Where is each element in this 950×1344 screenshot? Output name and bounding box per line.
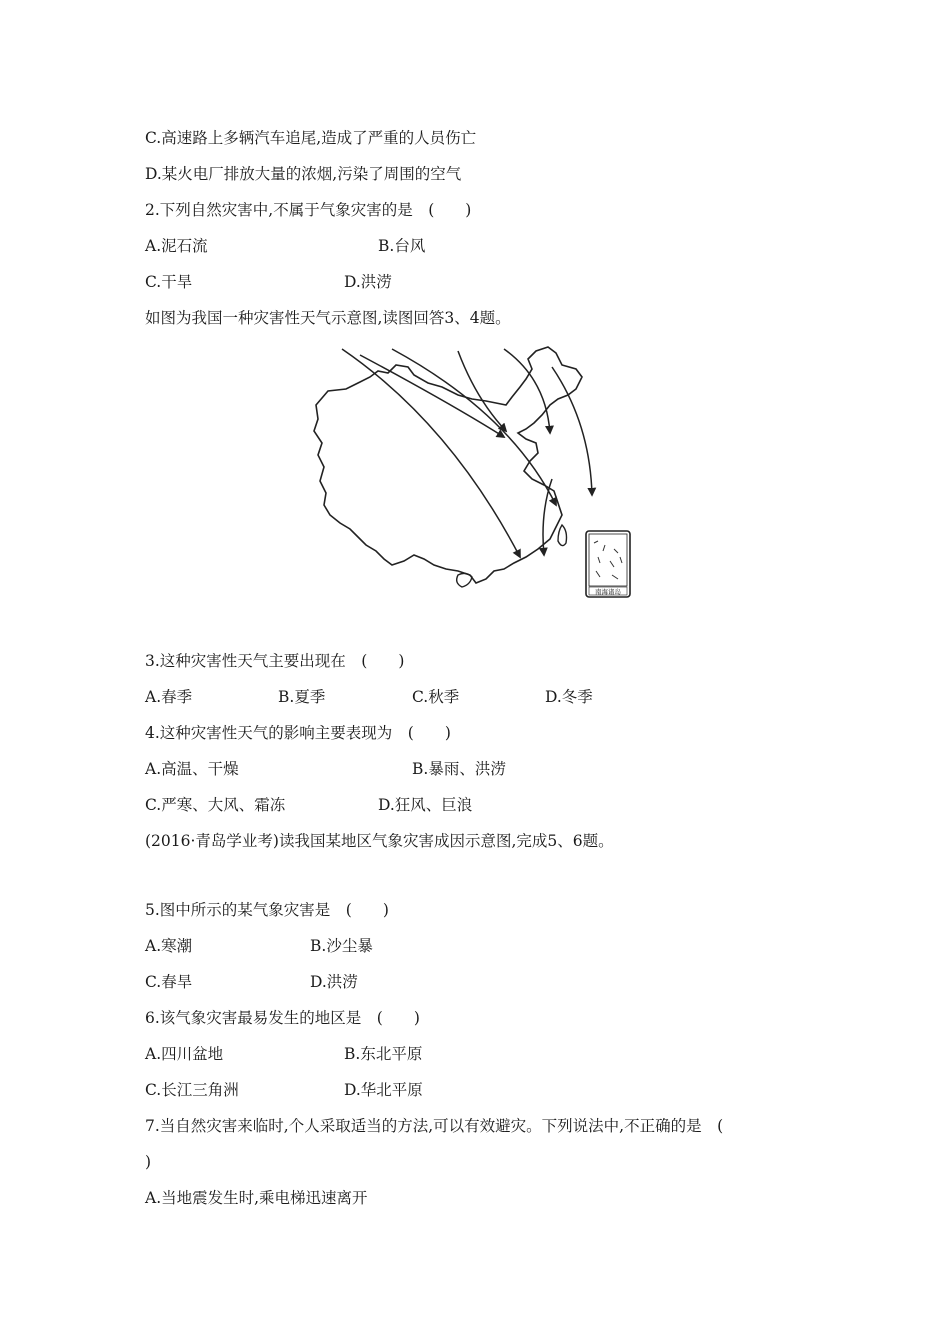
- cold-wave-arrow-1: [342, 349, 520, 557]
- q3-option-b: B.夏季: [278, 688, 326, 706]
- intro-3-4: 如图为我国一种灾害性天气示意图,读图回答3、4题。: [145, 309, 511, 327]
- q6-option-c: C.长江三角洲: [145, 1081, 239, 1099]
- q4-option-c: C.严寒、大风、霜冻: [145, 796, 286, 814]
- cold-wave-arrow-4: [458, 351, 506, 431]
- intro-5-6: (2016·青岛学业考)读我国某地区气象灾害成因示意图,完成5、6题。: [145, 832, 614, 850]
- q6-option-a: A.四川盆地: [145, 1045, 224, 1063]
- q4-option-a: A.高温、干燥: [145, 760, 239, 778]
- q2-option-a: A.泥石流: [145, 237, 208, 255]
- q5-option-d: D.洪涝: [310, 973, 358, 991]
- china-cold-wave-map: [300, 343, 640, 603]
- cold-wave-arrow-6: [552, 367, 592, 495]
- q4-stem: 4.这种灾害性天气的影响主要表现为 ( ): [145, 724, 451, 742]
- q5-option-a: A.寒潮: [145, 937, 193, 955]
- q4-option-d: D.狂风、巨浪: [378, 796, 473, 814]
- taiwan-island: [558, 525, 567, 546]
- q6-option-d: D.华北平原: [344, 1081, 423, 1099]
- cold-wave-arrow-3: [360, 355, 504, 437]
- cold-wave-arrow-5: [504, 349, 550, 433]
- q1-option-c: C.高速路上多辆汽车追尾,造成了严重的人员伤亡: [145, 129, 477, 147]
- q3-stem: 3.这种灾害性天气主要出现在 ( ): [145, 652, 405, 670]
- q6-stem: 6.该气象灾害最易发生的地区是 ( ): [145, 1009, 420, 1027]
- q5-stem: 5.图中所示的某气象灾害是 ( ): [145, 901, 389, 919]
- q3-option-c: C.秋季: [412, 688, 460, 706]
- hainan-island: [457, 573, 472, 587]
- south-china-sea-label: 南海诸岛: [595, 588, 621, 596]
- q7-stem-end: ): [145, 1153, 152, 1171]
- q6-option-b: B.东北平原: [344, 1045, 423, 1063]
- china-outline: [314, 347, 582, 583]
- q3-option-d: D.冬季: [545, 688, 593, 706]
- china-map-svg: [300, 343, 640, 603]
- q2-option-d: D.洪涝: [344, 273, 392, 291]
- q2-option-b: B.台风: [378, 237, 426, 255]
- q4-option-b: B.暴雨、洪涝: [412, 760, 506, 778]
- q2-stem: 2.下列自然灾害中,不属于气象灾害的是 ( ): [145, 201, 472, 219]
- q5-option-c: C.春旱: [145, 973, 193, 991]
- q7-stem: 7.当自然灾害来临时,个人采取适当的方法,可以有效避灾。下列说法中,不正确的是 (: [145, 1117, 724, 1135]
- q1-option-d: D.某火电厂排放大量的浓烟,污染了周围的空气: [145, 165, 462, 183]
- q5-option-b: B.沙尘暴: [310, 937, 373, 955]
- q7-option-a: A.当地震发生时,乘电梯迅速离开: [145, 1189, 368, 1207]
- q3-option-a: A.春季: [145, 688, 193, 706]
- q2-option-c: C.干旱: [145, 273, 193, 291]
